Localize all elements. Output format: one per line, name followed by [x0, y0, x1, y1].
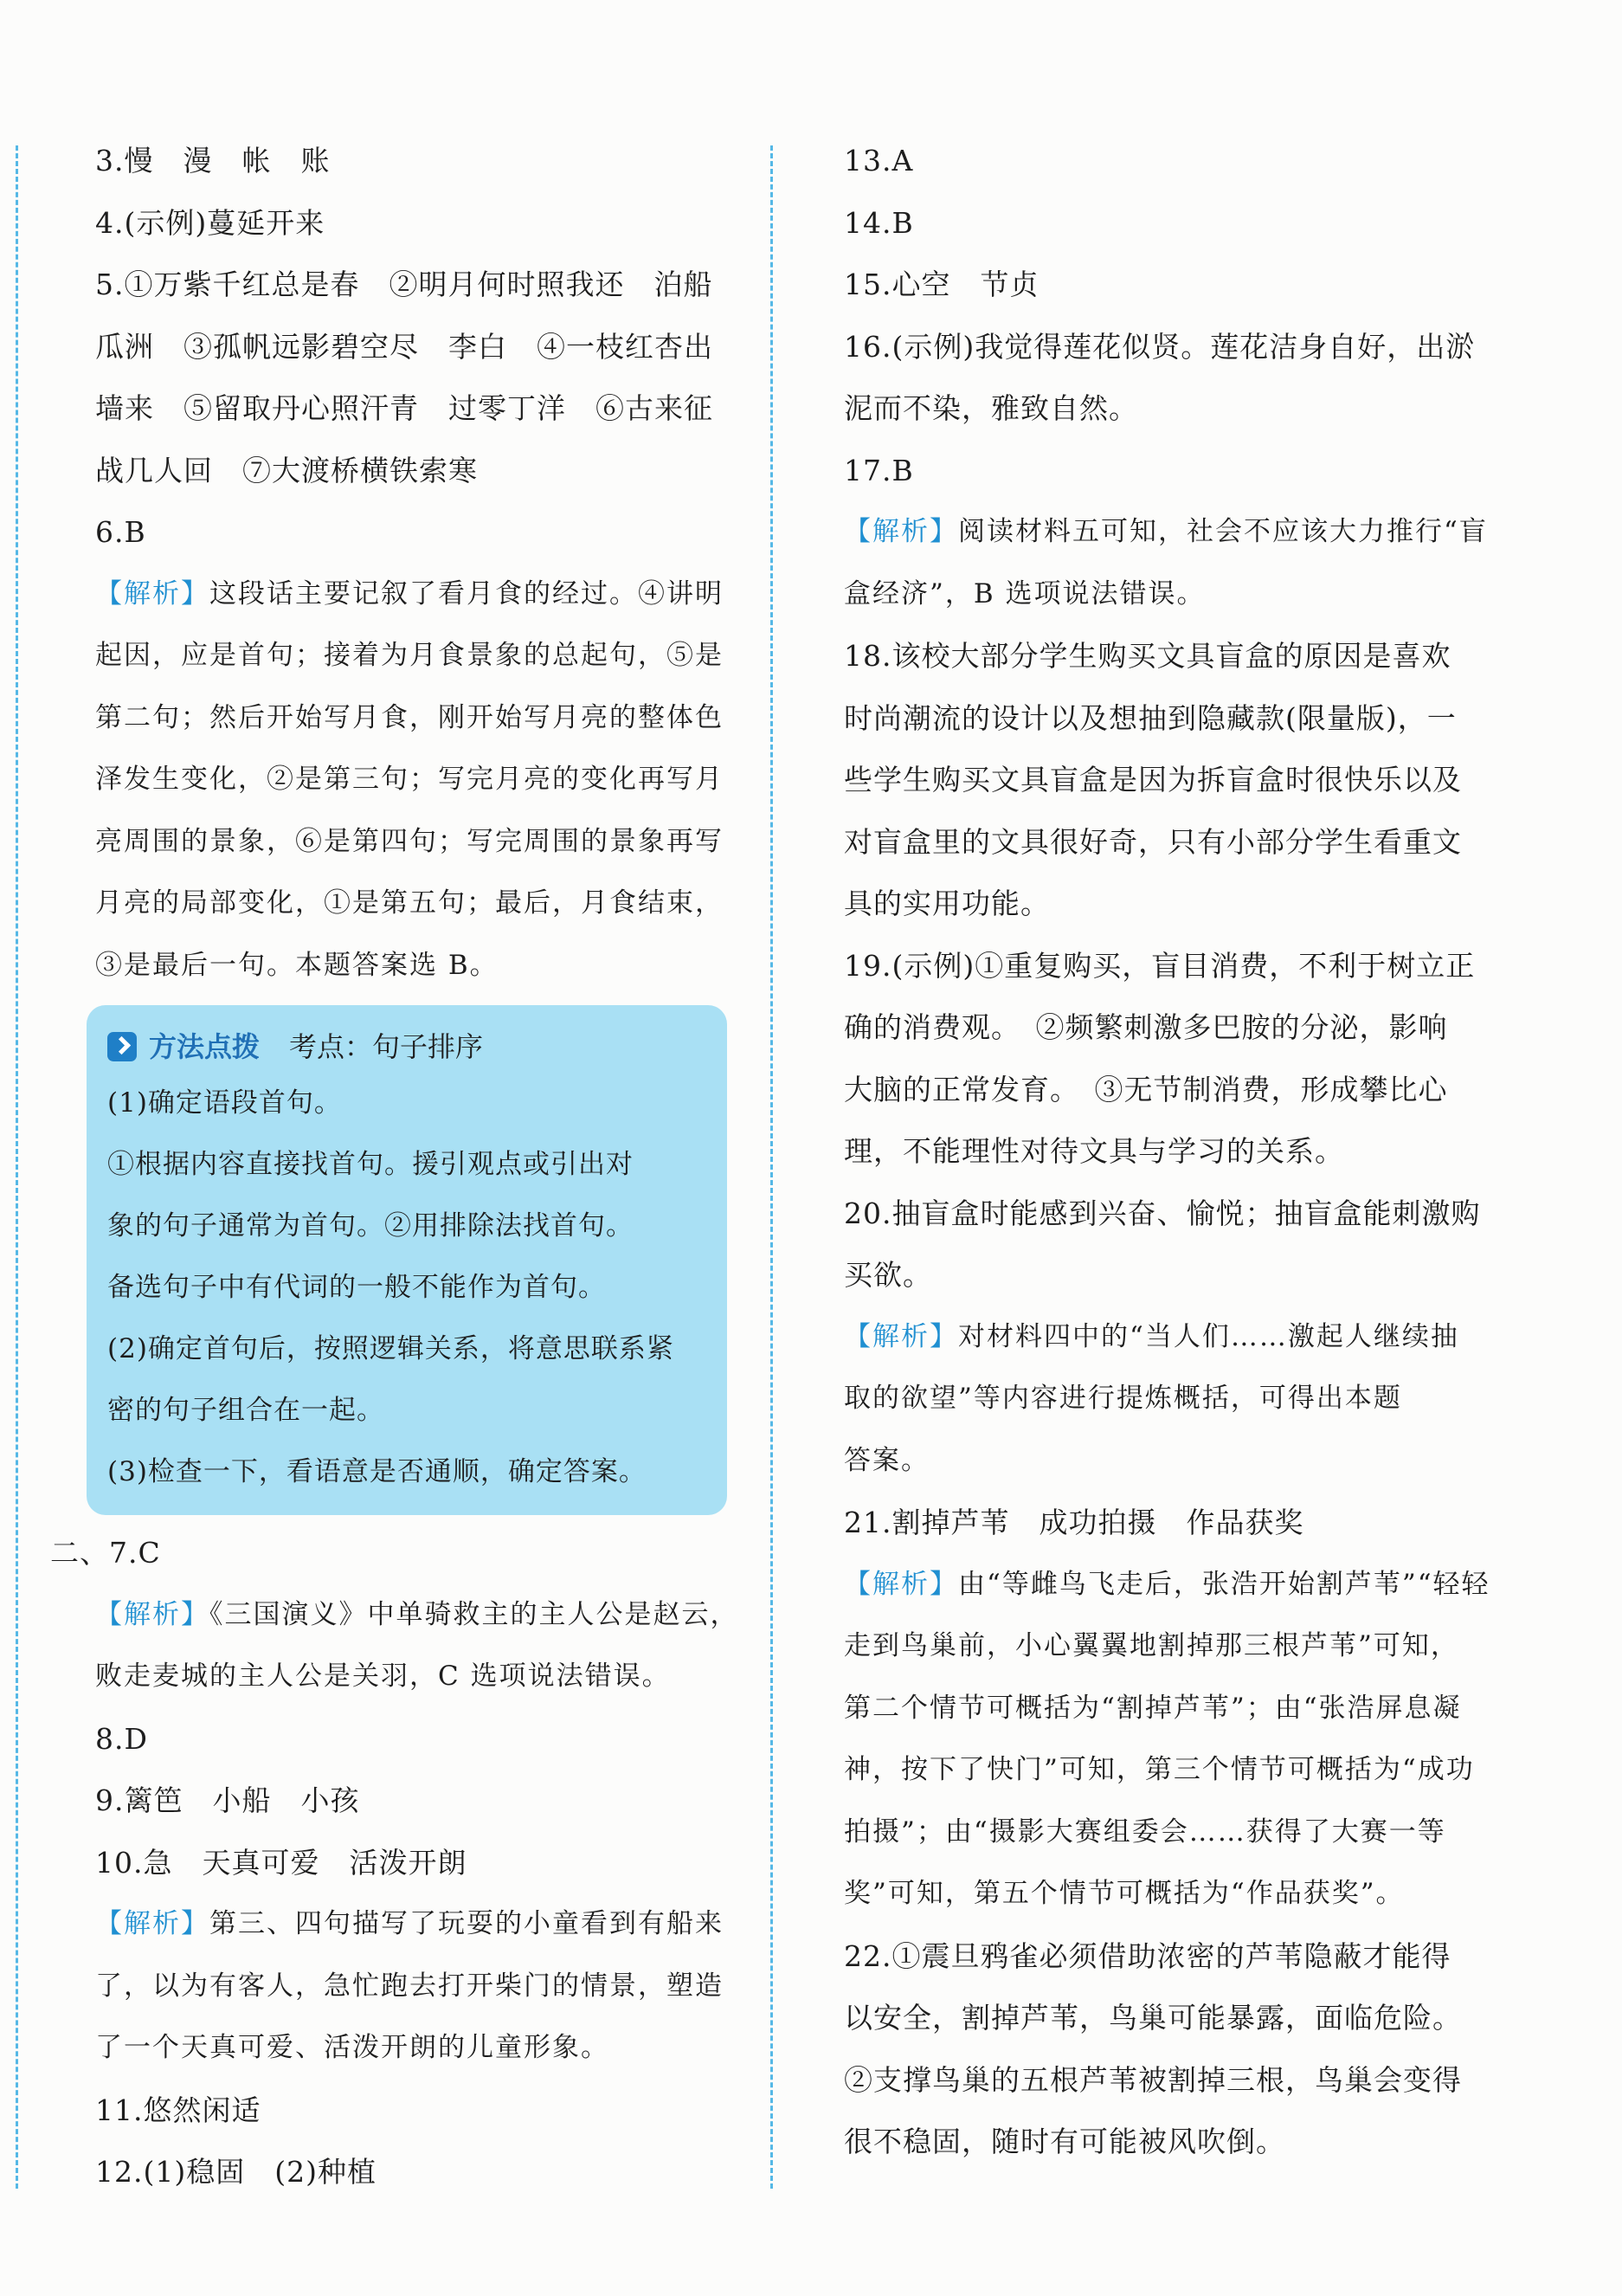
- explanation-7: [95, 1584, 744, 1708]
- answer-line: 泥而不染，雅致自然。: [844, 391, 1138, 425]
- answer-21: 21.割掉芦苇 成功拍摄 作品获奖: [844, 1506, 1304, 1539]
- explanation-text: 神，按下了快门”可知，第三个情节可概括为“成功: [844, 1754, 1475, 1785]
- answer-line: 17.B: [844, 453, 914, 487]
- explanation-text: 第三、四句描写了玩耍的小童看到有船来: [209, 1908, 724, 1939]
- answer-line: 18.该校大部分学生购买文具盲盒的原因是喜欢: [844, 639, 1451, 673]
- answer-line: 3.慢 漫 帐 账: [95, 144, 331, 177]
- explanation-text: 这段话主要记叙了看月食的经过。④讲明: [209, 577, 724, 609]
- answer-line: 些学生购买文具盲盒是因为拆盲盒时很快乐以及: [844, 763, 1462, 797]
- explanation-text: 月亮的局部变化，①是第五句；最后，月食结束，: [95, 887, 724, 919]
- explanation-tag: 【解析】: [95, 1908, 209, 1939]
- method-tip-line: 备选句子中有代词的一般不能作为首句。: [107, 1272, 606, 1303]
- explanation-text: 起因，应是首句；接着为月食景象的总起句，⑤是: [95, 640, 724, 671]
- answers-13-17: [844, 130, 1500, 501]
- answer-line: 对盲盒里的文具很好奇，只有小部分学生看重文: [844, 824, 1462, 859]
- method-tip-line: ①根据内容直接找首句。援引观点或引出对: [107, 1149, 634, 1180]
- explanation-text: 了，以为有客人，急忙跑去打开柴门的情景，塑造: [95, 1970, 724, 2002]
- explanation-text: 泽发生变化，②是第三句；写完月亮的变化再写月: [95, 764, 724, 795]
- answer-line: 买欲。: [844, 1258, 932, 1292]
- answer-line: 19.(示例)①重复购买，盲目消费，不利于树立正: [844, 948, 1476, 983]
- answer-line: 9.篱笆 小船 小孩: [95, 1783, 360, 1817]
- answer-line: 22.①震旦鸦雀必须借助浓密的芦苇隐蔽才能得: [844, 1938, 1451, 1973]
- left-column: [50, 130, 744, 2203]
- answer-line: 20.抽盲盒时能感到兴奋、愉悦；抽盲盒能刺激购: [844, 1196, 1481, 1230]
- method-tip-title: 方法点拨: [149, 1030, 261, 1063]
- answer-line: 8.D: [95, 1721, 148, 1756]
- explanation-text: 由“等雌鸟飞走后，张浩开始割芦苇”“轻轻: [958, 1568, 1490, 1600]
- method-tip-box: [87, 1005, 727, 1515]
- explanation-text: 阅读材料五可知，社会不应该大力推行“盲: [958, 516, 1488, 547]
- column-divider: [770, 145, 773, 2189]
- answer-line: 11.悠然闲适: [95, 2093, 261, 2127]
- answers-3-6: [95, 130, 744, 564]
- answer-line: 瓜洲 ③孤帆远影碧空尽 李白 ④一枝红杏出: [95, 329, 713, 364]
- answer-line: 4.(示例)蔓延开来: [95, 205, 325, 240]
- explanation-text: 第二个情节可概括为“割掉芦苇”；由“张浩屏息凝: [844, 1692, 1462, 1724]
- answer-line: 16.(示例)我觉得莲花似贤。莲花洁身自好，出淤: [844, 329, 1476, 364]
- explanation-text: 拍摄”；由“摄影大赛组委会……获得了大赛一等: [844, 1816, 1446, 1848]
- left-margin-divider: [16, 145, 18, 2189]
- explanation-6: [95, 564, 744, 997]
- answer-line: 以安全，割掉芦苇，鸟巢可能暴露，面临危险。: [844, 2001, 1462, 2035]
- answer-line: ②支撑鸟巢的五根芦苇被割掉三根，鸟巢会变得: [844, 2062, 1462, 2097]
- section-two-answer-7: 二、7.C: [50, 1536, 161, 1570]
- answer-line: 大脑的正常发育。 ③无节制消费，形成攀比心: [844, 1072, 1448, 1106]
- explanation-21: [844, 1554, 1500, 1925]
- answers-11-12: [95, 2080, 744, 2203]
- explanation-10: [95, 1893, 744, 2080]
- answer-line: 6.B: [95, 515, 146, 549]
- explanation-tag: 【解析】: [95, 1598, 209, 1630]
- explanation-tag: 【解析】: [844, 516, 958, 547]
- method-tip-line: (2)确定首句后，按照逻辑关系，将意思联系紧: [107, 1333, 674, 1364]
- answer-22: [844, 1925, 1500, 2173]
- answer-line: 15.心空 节贞: [844, 268, 1039, 301]
- method-tip-line: 象的句子通常为首句。②用排除法找首句。: [107, 1210, 634, 1242]
- answer-line: 10.急 天真可爱 活泼开朗: [95, 1845, 467, 1880]
- explanation-tag: 【解析】: [95, 577, 209, 609]
- method-tip-line: 密的句子组合在一起。: [107, 1395, 384, 1426]
- answers-18-20: [844, 625, 1500, 1306]
- explanation-text: 败走麦城的主人公是关羽，C 选项说法错误。: [95, 1661, 671, 1692]
- answer-line: 确的消费观。 ②频繁刺激多巴胺的分泌，影响: [844, 1010, 1448, 1044]
- explanation-tag: 【解析】: [844, 1568, 958, 1600]
- explanation-text: 第二句；然后开始写月食，刚开始写月亮的整体色: [95, 701, 724, 733]
- explanation-text: 盒经济”，B 选项说法错误。: [844, 577, 1206, 609]
- right-column: [844, 130, 1500, 2173]
- answer-line: 时尚潮流的设计以及想抽到隐藏款(限量版)，一: [844, 700, 1457, 735]
- explanation-tag: 【解析】: [844, 1320, 958, 1352]
- answer-line: 具的实用功能。: [844, 887, 1050, 920]
- answers-8-10: [95, 1708, 744, 1894]
- explanation-text: ③是最后一句。本题答案选 B。: [95, 949, 499, 981]
- explanation-text: 答案。: [844, 1444, 930, 1476]
- answer-line: 战几人回 ⑦大渡桥横铁索寒: [95, 453, 478, 487]
- explanation-text: 奖”可知，第五个情节可概括为“作品获奖”。: [844, 1878, 1405, 1909]
- method-tip-line: (3)检查一下，看语意是否通顺，确定答案。: [107, 1456, 647, 1487]
- answer-line: 14.B: [844, 205, 914, 240]
- answer-line: 理，不能理性对待文具与学习的关系。: [844, 1134, 1344, 1168]
- answer-line: 12.(1)稳固 (2)种植: [95, 2155, 377, 2189]
- explanation-text: 亮周围的景象，⑥是第四句；写完周围的景象再写: [95, 825, 724, 857]
- explanation-text: 《三国演义》中单骑救主的主人公是赵云，: [209, 1598, 739, 1630]
- answer-line: 墙来 ⑤留取丹心照汗青 过零丁洋 ⑥古来征: [95, 391, 713, 425]
- explanation-17: [844, 501, 1500, 625]
- answer-line: 13.A: [844, 144, 914, 177]
- explanation-text: 取的欲望”等内容进行提炼概括，可得出本题: [844, 1383, 1402, 1414]
- explanation-20: [844, 1306, 1500, 1493]
- method-tip-subtitle: 考点：句子排序: [289, 1030, 484, 1063]
- chevron-right-icon: [107, 1032, 137, 1061]
- explanation-text: 对材料四中的“当人们……激起人继续抽: [958, 1320, 1459, 1352]
- explanation-text: 了一个天真可爱、活泼开朗的儿童形象。: [95, 2032, 609, 2063]
- explanation-text: 走到鸟巢前，小心翼翼地割掉那三根芦苇”可知，: [844, 1630, 1459, 1661]
- answer-line: 很不稳固，随时有可能被风吹倒。: [844, 2125, 1285, 2158]
- answer-line: 5.①万紫千红总是春 ②明月何时照我还 泊船: [95, 268, 713, 301]
- method-tip-line: (1)确定语段首句。: [107, 1087, 342, 1119]
